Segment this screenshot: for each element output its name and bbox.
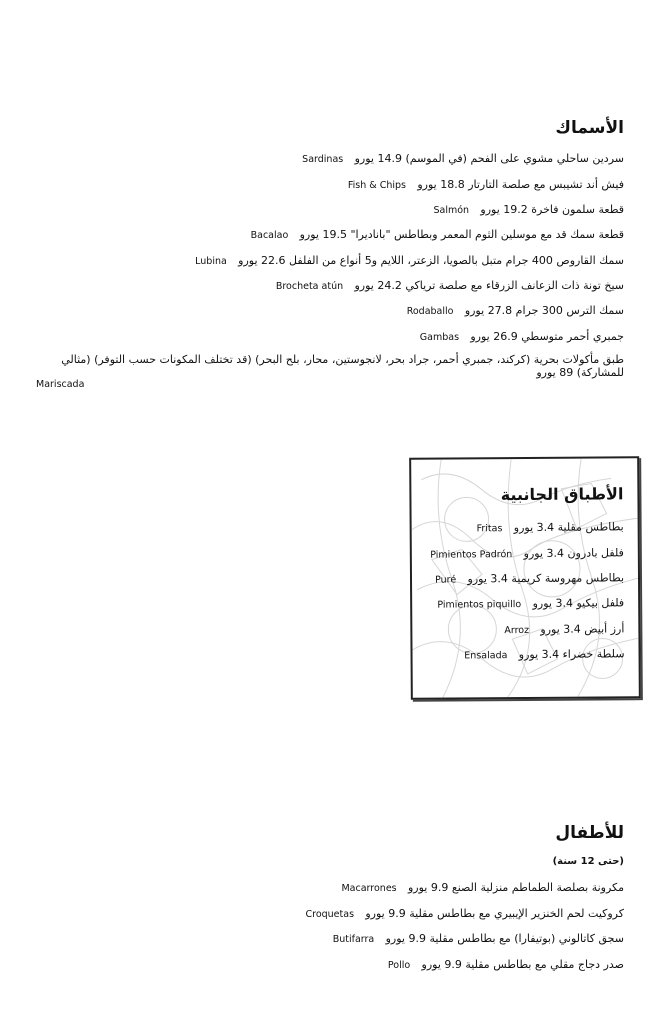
menu-item (20, 152, 624, 166)
item-latin-name: Pimientos Padrón (430, 549, 513, 561)
item-latin-name: Salmón (433, 205, 470, 216)
sides-card (409, 456, 641, 700)
item-latin-name: Arroz (504, 624, 530, 637)
menu-item (420, 622, 624, 637)
item-arabic-description: صدر دجاج مقلي مع بطاطس مقلية 9.9 يورو (421, 958, 624, 971)
item-arabic-description: فلفل بادرون 3.4 يورو (523, 546, 624, 561)
item-latin-name: Pollo (387, 960, 411, 971)
item-latin-name: Fish & Chips (347, 180, 406, 191)
item-arabic-description: سجق كاتالوني (بوتيفارا) مع بطاطس مقلية 9.9 يورو (385, 932, 624, 945)
item-arabic-description: بطاطس مهروسة كريمية 3.4 يورو (467, 571, 625, 586)
item-arabic-description: سمك الترس 300 جرام 27.8 يورو (464, 304, 624, 317)
menu-item (20, 178, 624, 192)
menu-item (420, 596, 624, 611)
item-arabic-description: بطاطس مقلية 3.4 يورو (513, 520, 624, 535)
item-latin-name: Mariscada (36, 379, 85, 390)
item-latin-name: Pimientos piquillo (437, 599, 522, 611)
item-arabic-description: سمك القاروص 400 جرام متبل بالصويا، الزعتر، اللايم و5 أنواع من الفلفل 22.6 يورو (238, 254, 624, 267)
menu-item (20, 958, 624, 972)
menu-item (20, 279, 624, 293)
kids-section-title: للأطفال (555, 823, 624, 843)
fish-section-title: الأسماك (555, 118, 624, 138)
menu-item (420, 647, 624, 662)
item-arabic-description: جمبري أحمر متوسطي 26.9 يورو (470, 330, 624, 343)
item-arabic-description: مكرونة بصلصة الطماطم منزلية الصنع 9.9 يورو (407, 881, 624, 894)
sides-section-title: الأطباق الجانبية (500, 484, 624, 505)
menu-item (20, 304, 624, 318)
menu-item (20, 907, 624, 921)
menu-item (420, 520, 624, 535)
menu-item (36, 353, 624, 391)
item-arabic-description: فيش أند تشيبس مع صلصة التارتار 18.8 يورو (417, 178, 624, 191)
item-latin-name: Sardinas (302, 154, 344, 165)
kids-age-note: (حتى 12 سنة) (552, 856, 624, 867)
item-latin-name: Butifarra (332, 934, 375, 945)
item-latin-name: Lubina (195, 256, 227, 267)
item-latin-name: Rodaballo (406, 306, 454, 317)
item-latin-name: Gambas (419, 332, 460, 343)
menu-item (20, 881, 624, 895)
item-latin-name: Croquetas (305, 909, 355, 920)
menu-item (420, 546, 624, 561)
item-latin-name: Puré (435, 574, 457, 586)
item-arabic-description: كروكيت لحم الخنزير الإيبيري مع بطاطس مقلية 9.9 يورو (365, 907, 624, 920)
item-arabic-description: طبق مأكولات بحرية (كركند، جمبري أحمر، جراد بحر، لانجوستين، محار، بلح البحر) (قد تختلف المكونات حسب التوفر) (مثالي للمشاركة) 89 يورو (61, 353, 624, 379)
menu-item (20, 203, 624, 217)
item-arabic-description: سردين ساحلي مشوي على الفحم (في الموسم) 14.9 يورو (354, 152, 624, 165)
menu-item (20, 254, 624, 268)
item-arabic-description: قطعة سلمون فاخرة 19.2 يورو (480, 203, 624, 216)
item-arabic-description: فلفل بيكيو 3.4 يورو (532, 596, 625, 610)
item-arabic-description: قطعة سمك قد مع موسلين الثوم المعمر وبطاطس "باناديرا" 19.5 يورو (299, 228, 624, 241)
item-arabic-description: سيخ تونة ذات الزعانف الزرقاء مع صلصة ترياكي 24.2 يورو (354, 279, 624, 292)
item-latin-name: Macarrones (341, 883, 397, 894)
menu-item (420, 571, 624, 586)
item-latin-name: Fritas (476, 523, 503, 535)
item-latin-name: Bacalao (250, 230, 289, 241)
item-latin-name: Ensalada (464, 650, 508, 662)
menu-item (20, 330, 624, 344)
menu-item (20, 228, 624, 242)
item-arabic-description: سلطة خضراء 3.4 يورو (518, 647, 625, 662)
item-arabic-description: أرز أبيض 3.4 يورو (540, 622, 625, 636)
item-latin-name: Brocheta atún (275, 281, 344, 292)
menu-item (20, 932, 624, 946)
